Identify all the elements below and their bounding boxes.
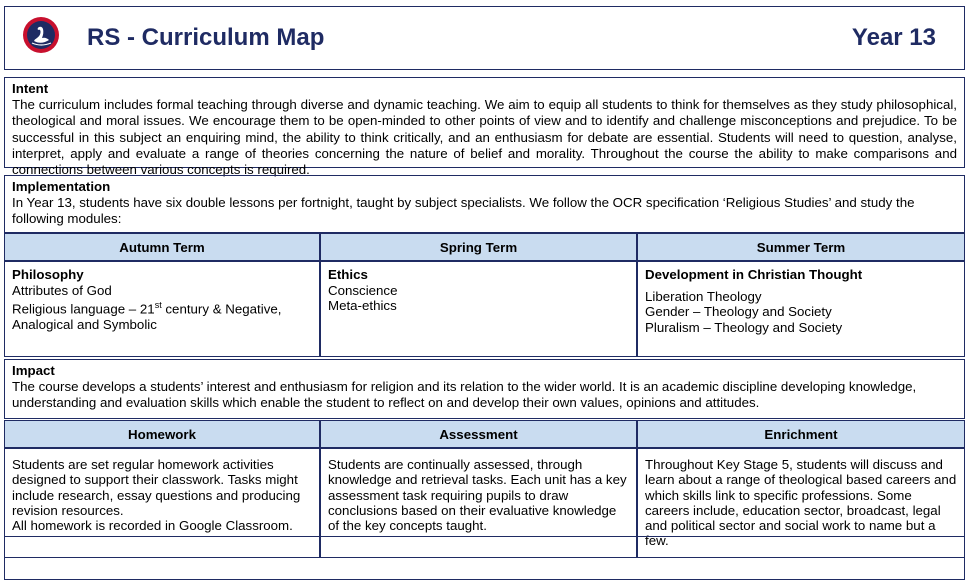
autumn-term-cell [4, 261, 320, 357]
intent-section [4, 77, 965, 178]
enrichment-header: Enrichment [637, 420, 965, 448]
implementation-heading: Implementation [12, 179, 111, 194]
header-banner [4, 6, 965, 70]
summer-term-cell [637, 261, 965, 357]
impact-text: The course develops a students’ interest and enthusiasm for religion and its relation to the wider world. It is an academic discipline developing knowledge, understanding and evaluation skills which enable the student to reflect on and develop their own values, opinions and attitudes. [12, 379, 917, 411]
intent-heading: Intent [12, 81, 49, 96]
enrichment-text: Throughout Key Stage 5, students will discuss and learn about a range of theological based careers and which skills link to specific professions. Some careers include, education sector, broadcast, legal and political sector and social work to name but a few. [645, 457, 957, 549]
page-title: RS - Curriculum Map [87, 24, 325, 51]
spring-term-title: Ethics [328, 267, 368, 282]
terms-header-row [4, 233, 965, 261]
spring-term-cell [320, 261, 637, 357]
terms-content-row [4, 261, 965, 357]
spring-item: Conscience [328, 282, 398, 298]
autumn-item: Religious language – 21st century & Negative, Analogical and Symbolic [12, 300, 282, 332]
autumn-item: Attributes of God [12, 282, 112, 298]
homework-text: Students are set regular homework activities designed to support their classwork. Tasks might include research, essay questions and producing revision resources. [12, 457, 301, 518]
spring-item: Meta-ethics [328, 298, 397, 313]
summer-item: Pluralism – Theology and Society [645, 319, 843, 335]
impact-section [4, 359, 965, 419]
bottom-content-row [4, 448, 965, 549]
bottom-header-row [4, 420, 965, 448]
intent-text: The curriculum includes formal teaching through diverse and dynamic teaching. We aim to equip all students to think for themselves as they study philosophical, theological and moral issues. We encourage them to be open-minded to other points of view and to identify and challenge misconceptions and prejudice. To be successful in this subject an enquiring mind, the ability to think critically, and an enthusiasm for debate are essential. Students will need to question, analyse, interpret, apply and evaluate a range of theories concerning the nature of belief and morality. Throughout the course the ability to make comparisons and connections between various concepts is required. [12, 97, 957, 178]
summer-term-header: Summer Term [637, 233, 965, 261]
impact-heading: Impact [12, 363, 55, 378]
homework-note: All homework is recorded in Google Classroom. [12, 518, 293, 534]
swan-crest-logo [22, 16, 60, 54]
assessment-header: Assessment [320, 420, 637, 448]
assessment-text: Students are continually assessed, through knowledge and retrieval tasks. Each unit has a key assessment task requiring pupils to draw conclusions based on their evaluative knowledge of the key concepts taught. [328, 457, 627, 534]
autumn-term-title: Philosophy [12, 267, 84, 282]
implementation-section [4, 175, 965, 233]
spring-term-header: Spring Term [320, 233, 637, 261]
summer-item: Gender – Theology and Society [645, 304, 832, 319]
footer-box [4, 536, 965, 580]
summer-term-title: Development in Christian Thought [645, 267, 863, 282]
homework-header: Homework [4, 420, 320, 448]
implementation-text: In Year 13, students have six double lessons per fortnight, taught by subject specialists. We follow the OCR specification ‘Religious Studies’ and study the following modules: [12, 195, 915, 227]
year-label: Year 13 [851, 24, 936, 51]
autumn-term-header: Autumn Term [4, 233, 320, 261]
summer-item: Liberation Theology [645, 288, 762, 304]
